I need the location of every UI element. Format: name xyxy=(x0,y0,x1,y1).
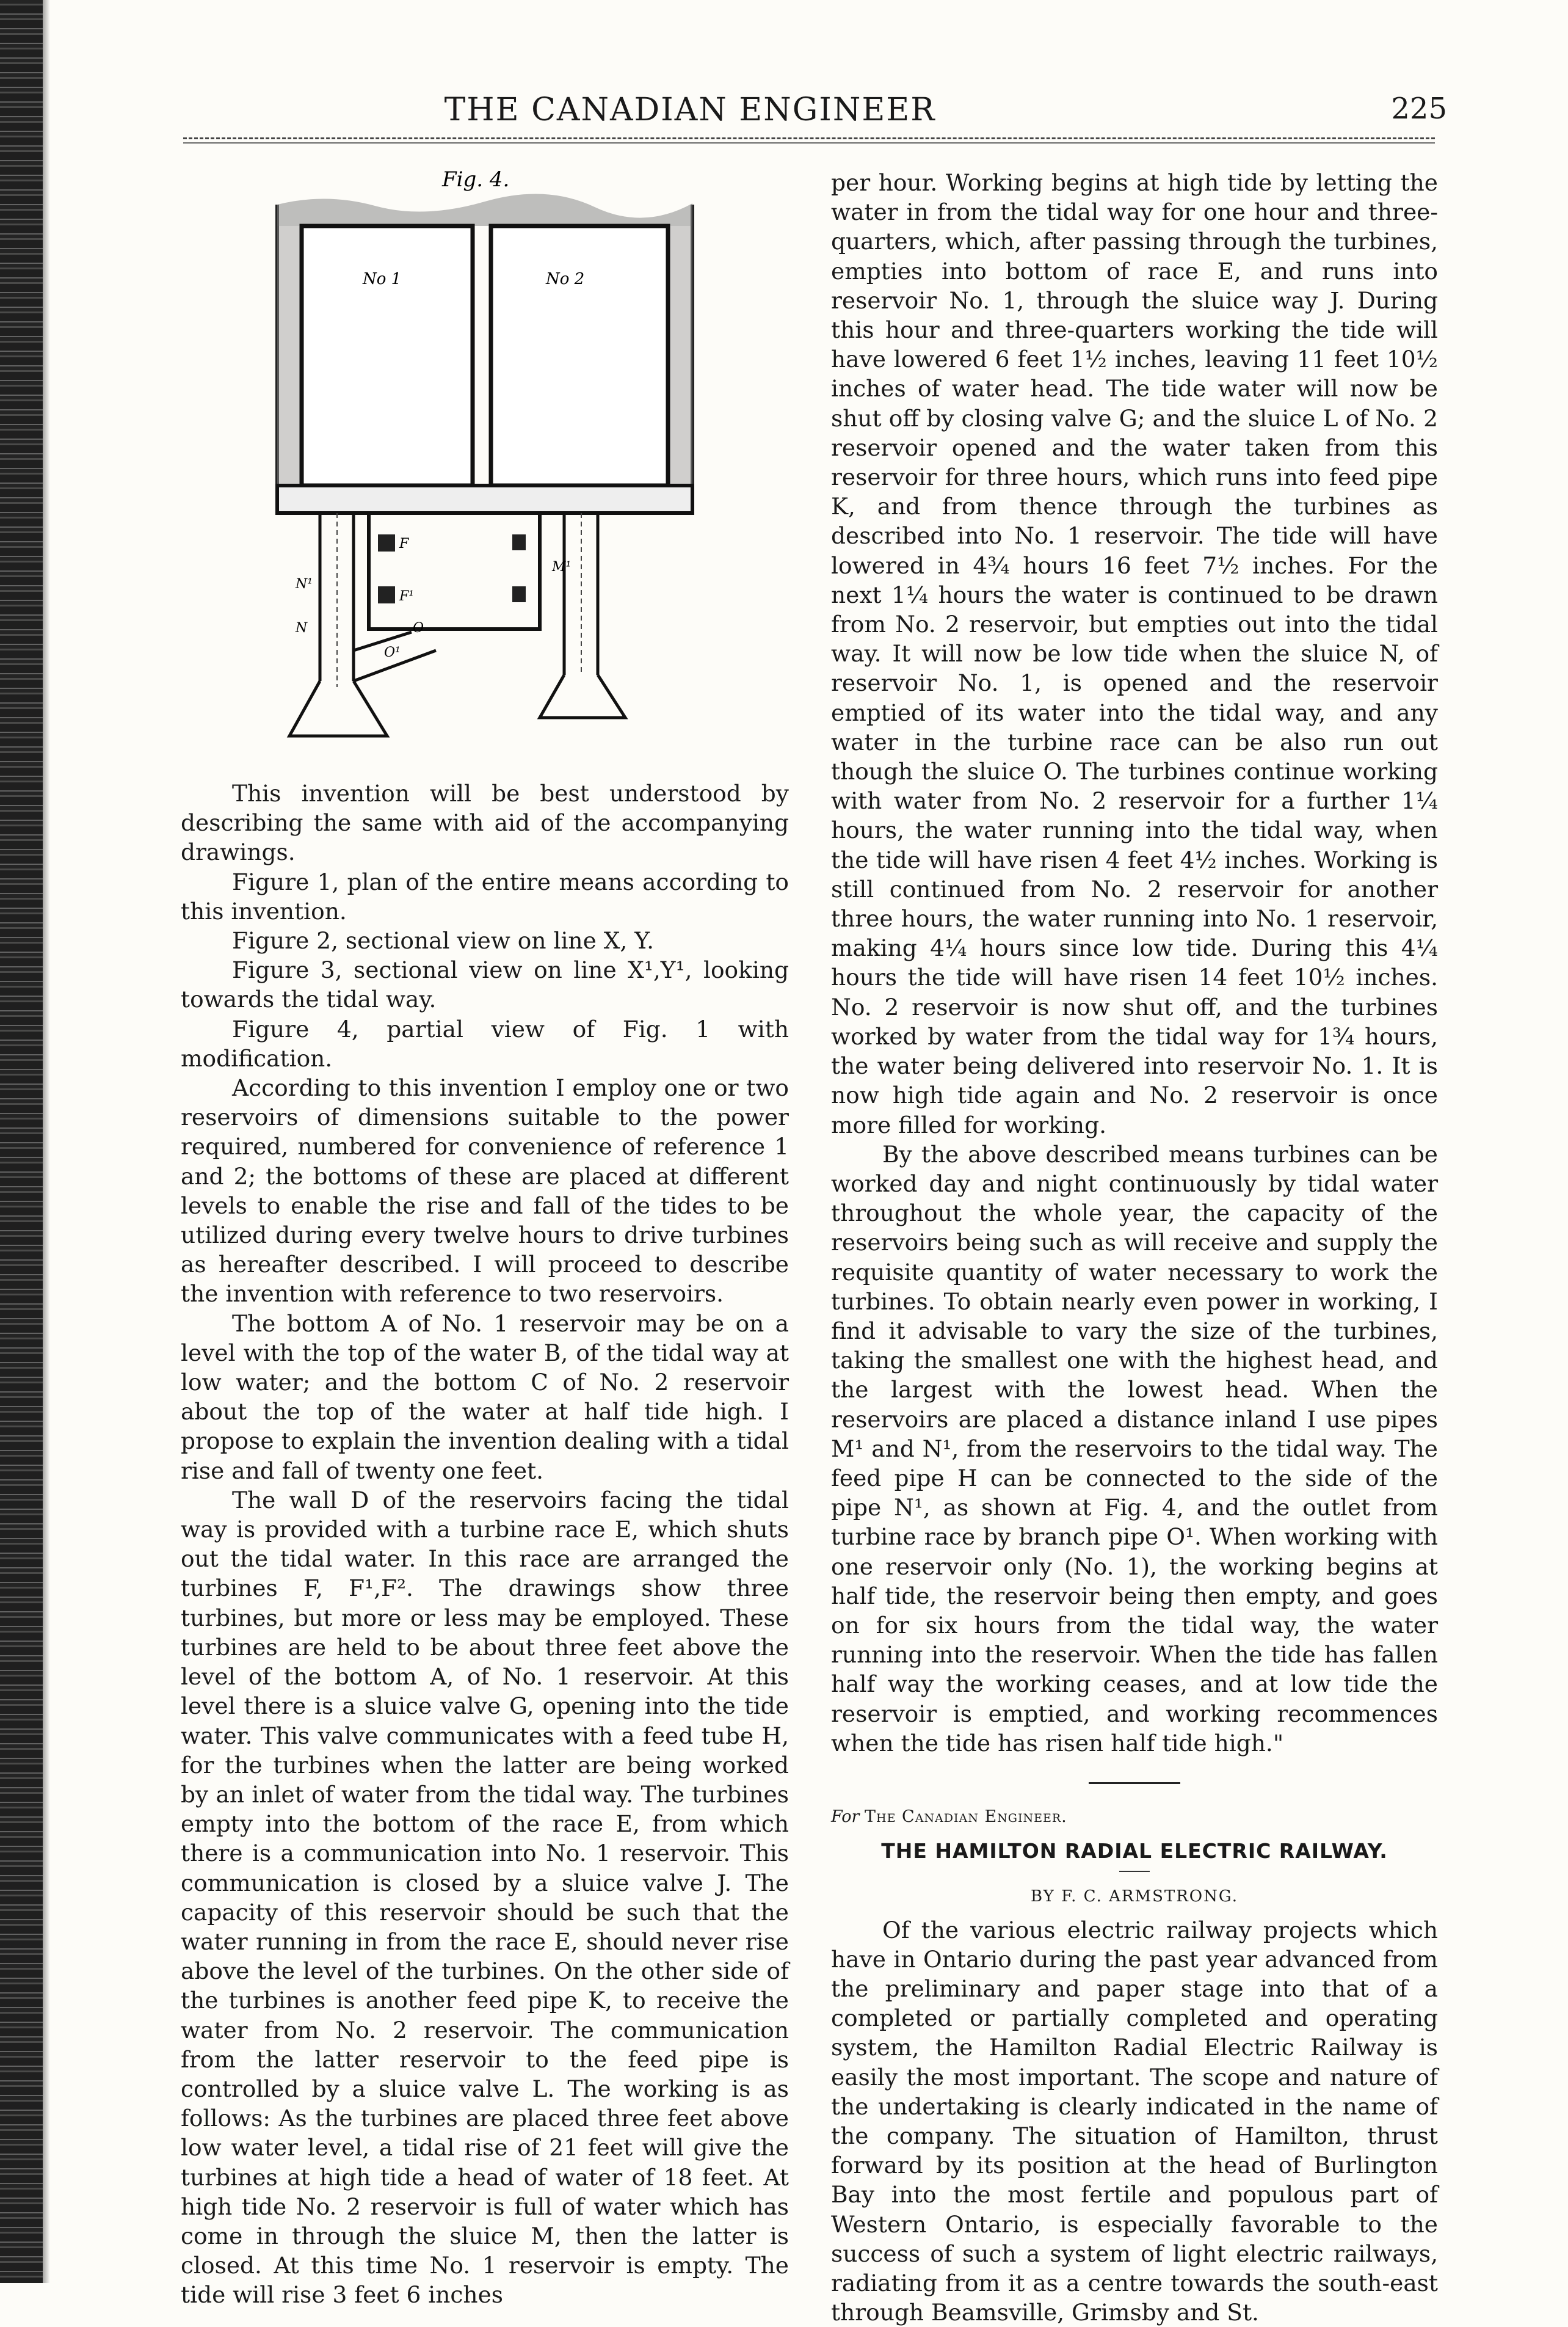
paragraph: per hour. Working begins at high tide by letting the water in from the tidal way for one hour and three-quarters, which, after passing through the turbines, empties into bottom of race E, and runs into reservoir No. 1, through the sluice way J. During this hour and three-quarters working the tide will have lowered 6 feet 1½ inches, leaving 11 feet 10½ inches of water head. The tide water will now be shut off by closing valve G; and the sluice L of No. 2 reservoir opened and the water taken from this reservoir for three hours, which runs into feed pipe K, and from thence through the turbines as described into No. 1 reservoir. The tide will have lowered in 4¾ hours 16 feet 7½ inches. For the next 1¼ hours the water is continued to be drawn from No. 2 reservoir, but empties out into the tidal way. It will now be low tide when the sluice N, of reservoir No. 1, is opened and the reservoir emptied of its water into the tidal way, and any water in the turbine race can be also run out though the sluice O. The turbines continue working with water from No. 2 reservoir for a further 1¼ hours, the water running into the tidal way, when the tide will have risen 4 feet 4½ inches. Working is still continued from No. 2 reservoir for another three hours, the water running into No. 1 reservoir, making 4¼ hours since low tide. During this 4¼ hours the tide will have risen 14 feet 10½ inches. No. 2 reservoir is now shut off, and the turbines worked by water from the tidal way for 1¾ hours, the water being delivered into reservoir No. 1. It is now high tide again and No. 2 reservoir is once more filled for working. xyxy=(831,169,1438,1138)
label-n: N xyxy=(296,621,308,636)
right-embankment-hatch xyxy=(668,226,692,486)
outlet-right xyxy=(540,675,625,718)
turbine-f2 xyxy=(512,534,526,550)
reservoir-no2 xyxy=(491,226,668,486)
header-rule-solid xyxy=(183,142,1435,144)
spine-edge-shadow xyxy=(43,0,50,2283)
page-number: 225 xyxy=(1391,92,1447,126)
label-f: F xyxy=(399,536,409,552)
turbine-race xyxy=(369,513,540,629)
paragraph: Figure 2, sectional view on line X, Y. xyxy=(232,927,655,955)
turbine-f3 xyxy=(512,586,526,602)
reservoir-plan-drawing xyxy=(253,168,717,748)
label-no1: No 1 xyxy=(363,270,402,288)
header-rule xyxy=(183,137,1435,139)
paragraph: Figure 1, plan of the entire means according to this invention. xyxy=(181,868,789,925)
label-f1: F¹ xyxy=(399,589,415,604)
section-divider xyxy=(1089,1782,1180,1784)
paragraph: This invention will be best understood by describing the same with aid of the accompanying drawings. xyxy=(181,780,789,866)
right-column xyxy=(831,168,1438,2327)
label-o: O xyxy=(413,621,424,636)
pipe-centerlines xyxy=(337,513,581,687)
byline: BY F. C. ARMSTRONG. xyxy=(1031,1887,1238,1906)
label-m1: M¹ xyxy=(552,559,572,575)
reservoir-no1 xyxy=(302,226,473,486)
label-no2: No 2 xyxy=(546,270,585,288)
outlet-left xyxy=(289,681,387,736)
for-source: The Canadian Engineer. xyxy=(865,1807,1067,1826)
for-prefix: For xyxy=(831,1807,860,1826)
book-spine-shadow xyxy=(0,0,43,2283)
left-embankment-hatch xyxy=(277,226,302,486)
figure-4 xyxy=(253,168,717,748)
turbine-f1 xyxy=(378,586,395,603)
for-line xyxy=(831,1802,1438,1832)
article-title: THE HAMILTON RADIAL ELECTRIC RAILWAY. xyxy=(881,1839,1388,1863)
turbine-f xyxy=(378,534,395,552)
paragraph: According to this invention I employ one or two reservoirs of dimensions suitable to the power required, numbered for convenience of reference 1 and 2; the bottoms of these are placed at different levels to enable the rise and fall of the tides to be utilized during every twelve hours to drive turbines as hereafter described. I will proceed to describe the invention with reference to two reservoirs. xyxy=(181,1074,789,1308)
label-n1: N¹ xyxy=(296,577,313,592)
paragraph: Of the various electric railway projects which have in Ontario during the past year advanced from the preliminary and paper stage into that of a completed or partially completed and operating system, the Hamilton Radial Electric Railway is easily the most important. The scope and nature of the undertaking is clearly indicated in the name of the company. The situation of Hamilton, thrust forward by its position at the head of Burlington Bay into the most fertile and populous part of Western Ontario, is especially favorable to the success of such a system of light electric railways, radiating from it as a centre towards the south-east through Beamsville, Grimsby and St. xyxy=(831,1916,1438,2326)
page-header xyxy=(177,92,1447,134)
paragraph: The wall D of the reservoirs facing the tidal way is provided with a turbine race E, which shuts out the tidal water. In this race are arranged the turbines F, F¹,F². The drawings show three turbines, but more or less may be employed. These turbines are held to be about three feet above the level of the bottom A, of No. 1 reservoir. At this level there is a sluice valve G, opening into the tide water. This valve communicates with a feed tube H, for the turbines when the latter are being worked by an inlet of water from the tidal way. The turbines empty into the bottom of the race E, from which there is a communication into No. 1 reservoir. This communication is closed by a sluice valve J. The capacity of this reservoir should be such that the water running in from the race E, should never rise above the level of the turbines. On the other side of the turbines is another feed pipe K, to receive the water from No. 2 reservoir. The communication from the latter reservoir to the feed pipe is controlled by a sluice valve L. The working is as follows: As the turbines are placed three feet above low water level, a tidal rise of 21 feet will give the turbines at high tide a head of water of 18 feet. At high tide No. 2 reservoir is full of water which has come in through the sluice M, then the latter is closed. At this time No. 1 reservoir is empty. The tide will rise 3 feet 6 inches xyxy=(181,1486,789,2309)
title-dash xyxy=(1119,1871,1150,1872)
top-embankment-hatch xyxy=(277,194,692,226)
left-column xyxy=(181,168,789,2310)
paragraph: By the above described means turbines can be worked day and night continuously by tidal water throughout the whole year, the capacity of the reservoirs being such as will receive and supply the requisite quantity of water necessary to work the turbines. To obtain nearly even power in working, I find it advisable to vary the size of the turbines, taking the smallest one with the highest head, and the largest with the lowest head. When the reservoirs are placed a distance inland I use pipes M¹ and N¹, from the reservoirs to the tidal way. The feed pipe H can be connected to the side of the pipe N¹, as shown at Fig. 4, and the outlet from turbine race by branch pipe O¹. When working with one reservoir only (No. 1), the working begins at half tide, the reservoir being then empty, and goes on for six hours from the tidal way, the water running into the reservoir. When the tide has fallen half way the working ceases, and at low tide the reservoir is emptied, and working recommences when the tide has risen half tide high." xyxy=(831,1140,1438,1757)
wall-d xyxy=(277,486,692,513)
pipe-n1 xyxy=(320,513,354,681)
figure-caption: Fig. 4. xyxy=(442,168,510,192)
label-o1: O¹ xyxy=(384,645,401,660)
paragraph: Figure 4, partial view of Fig. 1 with modification. xyxy=(181,1015,789,1072)
running-title: THE CANADIAN ENGINEER xyxy=(444,92,936,128)
paragraph: Figure 3, sectional view on line X¹,Y¹, looking towards the tidal way. xyxy=(181,956,789,1013)
paragraph: The bottom A of No. 1 reservoir may be on a level with the top of the water B, of the tidal way at low water; and the bottom C of No. 2 reservoir about the top of the water at half tide high. I propose to explain the invention dealing with a tidal rise and fall of twenty one feet. xyxy=(181,1309,789,1484)
